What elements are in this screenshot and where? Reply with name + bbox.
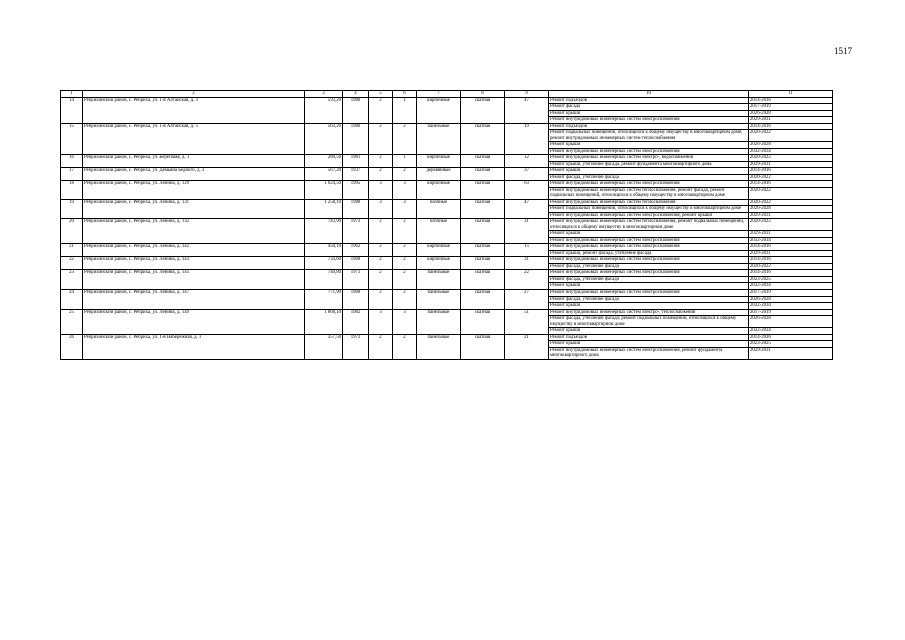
area-cell: 593,20 bbox=[305, 97, 343, 123]
work-type-cell: Ремонт подвальных помещений, относящихся к общему имуществу в многоквартирном доме bbox=[549, 206, 749, 213]
work-period-cell: 2014-2016 bbox=[749, 123, 833, 130]
work-period-cell: 2020-2022 bbox=[749, 263, 833, 270]
walls-cell: деревянные bbox=[417, 168, 461, 181]
walls-cell: кирпичные bbox=[417, 181, 461, 200]
work-period-cell: 2023-2025 bbox=[749, 276, 833, 283]
walls-cell: панельные bbox=[417, 289, 461, 309]
walls-cell: блочные bbox=[417, 219, 461, 244]
walls-cell: панельные bbox=[417, 334, 461, 359]
work-type-cell: Ремонт фасада bbox=[549, 104, 749, 111]
entrances-cell: 2 bbox=[393, 270, 417, 290]
floors-cell: 2 bbox=[369, 97, 393, 123]
roof-cell: скатная bbox=[461, 155, 505, 168]
page-number: 1517 bbox=[834, 46, 852, 56]
work-period-cell: 2026-2028 bbox=[749, 110, 833, 117]
work-type-cell: Ремонт подвальных помещений, относящихся к общему имуществу в многоквартирном доме; ремонт внутридомовых инженерных систем теплоснабжения bbox=[549, 130, 749, 142]
house-number-cell: 22 bbox=[61, 257, 83, 270]
entrances-cell: 2 bbox=[393, 334, 417, 359]
entrances-cell: 3 bbox=[393, 199, 417, 219]
address-cell: Ребрихинский район, с. Ребриха, ул. Ленина, д. 143 bbox=[83, 257, 305, 270]
work-period-cell: 2032-2034 bbox=[749, 283, 833, 290]
address-cell: Ребрихинский район, с. Ребриха, ул. Ленина, д. 131 bbox=[83, 199, 305, 219]
work-period-cell: 2026-2028 bbox=[749, 142, 833, 149]
year-cell: 1973 bbox=[343, 219, 369, 244]
roof-cell: скатная bbox=[461, 168, 505, 181]
house-number-cell: 21 bbox=[61, 244, 83, 257]
area-cell: 567,20 bbox=[305, 168, 343, 181]
work-period-cell: 2023-2025 bbox=[749, 341, 833, 348]
apartments-cell: 27 bbox=[505, 289, 549, 309]
roof-cell: скатная bbox=[461, 257, 505, 270]
apartments-cell: 63 bbox=[505, 181, 549, 200]
address-cell: Ребрихинский район, с. Ребриха, ул. 1-я Алтайская, д. 5 bbox=[83, 123, 305, 155]
column-header: 4 bbox=[343, 91, 369, 98]
work-type-cell: Ремонт крыши bbox=[549, 142, 749, 149]
work-period-cell: 2029-2031 bbox=[749, 231, 833, 238]
roof-cell: скатная bbox=[461, 97, 505, 123]
work-period-cell: 2020-2022 bbox=[749, 155, 833, 162]
entrances-cell: 2 bbox=[393, 289, 417, 309]
work-type-cell: Ремонт внутридомовых инженерных систем теплоснабжения, ремонт подвальных помещений, относящихся к общему имуществу в многоквартирном доме bbox=[549, 219, 749, 231]
address-cell: Ребрихинский район, с. Ребриха, ул. Ленина, д. 132 bbox=[83, 219, 305, 244]
work-type-cell: Ремонт внутридомовых инженерных систем электроснабжения bbox=[549, 237, 749, 244]
house-number-cell: 16 bbox=[61, 155, 83, 168]
work-period-cell: 2014-2016 bbox=[749, 334, 833, 341]
work-type-cell: Ремонт фасада, утепление фасада bbox=[549, 263, 749, 270]
work-type-cell: Ремонт фасада, утепление фасада bbox=[549, 276, 749, 283]
work-period-cell: 2020-2022 bbox=[749, 199, 833, 206]
work-type-cell: Ремонт фасада, утепление фасада bbox=[549, 296, 749, 303]
floors-cell: 2 bbox=[369, 257, 393, 270]
area-cell: 1 868,10 bbox=[305, 309, 343, 334]
floors-cell: 2 bbox=[369, 155, 393, 168]
house-number-cell: 26 bbox=[61, 334, 83, 359]
roof-cell: скатная bbox=[461, 123, 505, 155]
work-type-cell: Ремонт внутридомовых инженерных систем электроснабжения bbox=[549, 181, 749, 188]
entrances-cell: 2 bbox=[393, 123, 417, 155]
work-period-cell: 2014-2016 bbox=[749, 244, 833, 251]
work-type-cell: Ремонт внутридомовых инженерных систем электроснабжения bbox=[549, 257, 749, 264]
house-number-cell: 18 bbox=[61, 181, 83, 200]
roof-cell: скатная bbox=[461, 244, 505, 257]
work-period-cell: 2014-2016 bbox=[749, 97, 833, 104]
entrances-cell: 1 bbox=[393, 155, 417, 168]
work-type-cell: Ремонт внутридомовых инженерных систем теплоснабжения bbox=[549, 199, 749, 206]
entrances-cell: 2 bbox=[393, 257, 417, 270]
year-cell: 1980 bbox=[343, 97, 369, 123]
work-type-cell: Ремонт крыши bbox=[549, 341, 749, 348]
address-cell: Ребрихинский район, с. Ребриха, ул. Ленина, д. 129 bbox=[83, 181, 305, 200]
address-cell: Ребрихинский район, с. Ребриха, ул. Ленина, д. 145 bbox=[83, 270, 305, 290]
work-type-cell: Ремонт крыши bbox=[549, 283, 749, 290]
house-number-cell: 25 bbox=[61, 309, 83, 334]
apartments-cell: 31 bbox=[505, 219, 549, 244]
area-cell: 450,10 bbox=[305, 244, 343, 257]
column-header: 9 bbox=[505, 91, 549, 98]
address-cell: Ребрихинский район, с. Ребриха, ул. Ленина, д. 147 bbox=[83, 289, 305, 309]
work-period-cell: 2020-2022 bbox=[749, 219, 833, 231]
year-cell: 1971 bbox=[343, 270, 369, 290]
year-cell: 1968 bbox=[343, 289, 369, 309]
work-period-cell: 2032-2034 bbox=[749, 328, 833, 335]
year-cell: 1981 bbox=[343, 155, 369, 168]
work-period-cell: 2032-2034 bbox=[749, 303, 833, 310]
house-number-cell: 15 bbox=[61, 123, 83, 155]
floors-cell: 2 bbox=[369, 168, 393, 181]
work-period-cell: 2029-2031 bbox=[749, 347, 833, 359]
work-type-cell: Ремонт внутридомовых инженерных систем электро-, теплоснабжения bbox=[549, 309, 749, 316]
floors-cell: 2 bbox=[369, 244, 393, 257]
column-header: 7 bbox=[417, 91, 461, 98]
work-type-cell: Ремонт внутридомовых инженерных систем электроснабжения, ремонт фундамента многоквартирного дома bbox=[549, 347, 749, 359]
apartments-cell: 15 bbox=[505, 244, 549, 257]
work-type-cell: Ремонт фасада, утепление фасада; ремонт подвальных помещений, относящихся к общему имуществу в многоквартирном доме bbox=[549, 316, 749, 328]
work-type-cell: Ремонт внутридомовых инженерных систем электроснабжения bbox=[549, 270, 749, 277]
work-type-cell: Ремонт внутридомовых инженерных систем электроснабжения bbox=[549, 244, 749, 251]
work-type-cell: Ремонт крыши bbox=[549, 328, 749, 335]
work-type-cell: Ремонт крыши bbox=[549, 110, 749, 117]
work-type-cell: Ремонт крыши, утепление фасада, ремонт фундамента многоквартирного дома bbox=[549, 161, 749, 168]
floors-cell: 2 bbox=[369, 289, 393, 309]
work-period-cell: 2014-2016 bbox=[749, 270, 833, 277]
year-cell: 1937 bbox=[343, 168, 369, 181]
area-cell: 563,20 bbox=[305, 123, 343, 155]
floors-cell: 3 bbox=[369, 181, 393, 200]
area-cell: 357,50 bbox=[305, 334, 343, 359]
work-type-cell: Ремонт подъездов bbox=[549, 123, 749, 130]
house-number-cell: 20 bbox=[61, 219, 83, 244]
entrances-cell: 2 bbox=[393, 219, 417, 244]
work-type-cell: Ремонт внутридомовых инженерных систем теплоснабжения, ремонт фасада, ремонт подвальных помещений, относящихся к общему имуществу в многоквартирном доме bbox=[549, 187, 749, 199]
column-header: 10 bbox=[549, 91, 749, 98]
walls-cell: панельные bbox=[417, 123, 461, 155]
floors-cell: 2 bbox=[369, 123, 393, 155]
work-period-cell: 2026-2028 bbox=[749, 206, 833, 213]
work-period-cell: 2026-2028 bbox=[749, 316, 833, 328]
work-period-cell: 2026-2028 bbox=[749, 296, 833, 303]
house-number-cell: 24 bbox=[61, 289, 83, 309]
year-cell: 1982 bbox=[343, 309, 369, 334]
roof-cell: скатная bbox=[461, 309, 505, 334]
roof-cell: скатная bbox=[461, 219, 505, 244]
work-type-cell: Ремонт крыши bbox=[549, 168, 749, 175]
work-period-cell: 2029-2031 bbox=[749, 250, 833, 257]
work-period-cell: 2020-2022 bbox=[749, 130, 833, 142]
house-number-cell: 23 bbox=[61, 270, 83, 290]
address-cell: Ребрихинский район, с. Ребриха, ул. 1-я Набережная, д. 1 bbox=[83, 334, 305, 359]
work-period-cell: 2020-2022 bbox=[749, 174, 833, 181]
column-header: 2 bbox=[83, 91, 305, 98]
work-period-cell: 2014-2016 bbox=[749, 257, 833, 264]
roof-cell: скатная bbox=[461, 270, 505, 290]
work-period-cell: 2017-2019 bbox=[749, 309, 833, 316]
apartments-cell: 19 bbox=[505, 123, 549, 155]
floors-cell: 2 bbox=[369, 219, 393, 244]
floors-cell: 3 bbox=[369, 199, 393, 219]
entrances-cell: 2 bbox=[393, 244, 417, 257]
house-number-cell: 17 bbox=[61, 168, 83, 181]
work-period-cell: 2032-2034 bbox=[749, 237, 833, 244]
address-cell: Ребрихинский район, с. Ребриха, ул. Ленина, д. 142 bbox=[83, 244, 305, 257]
area-cell: 1 258,10 bbox=[305, 199, 343, 219]
year-cell: 1988 bbox=[343, 199, 369, 219]
address-cell: Ребрихинский район, с. Ребриха, ул. Демьяна Бедного, д. 3 bbox=[83, 168, 305, 181]
walls-cell: блочные bbox=[417, 199, 461, 219]
work-period-cell: 2029-2031 bbox=[749, 117, 833, 124]
area-cell: 280,50 bbox=[305, 155, 343, 168]
roof-cell: скатная bbox=[461, 181, 505, 200]
floors-cell: 2 bbox=[369, 334, 393, 359]
work-period-cell: 2032-2034 bbox=[749, 148, 833, 155]
address-cell: Ребрихинский район, с. Ребриха, ул. Ленина, д. 149 bbox=[83, 309, 305, 334]
column-header: 1 bbox=[61, 91, 83, 98]
work-type-cell: Ремонт внутридомовых инженерных систем электроснабжения bbox=[549, 148, 749, 155]
repair-schedule-table bbox=[60, 90, 833, 360]
roof-cell: скатная bbox=[461, 334, 505, 359]
work-type-cell: Ремонт крыши bbox=[549, 303, 749, 310]
work-type-cell: Ремонт внутридомовых инженерных систем электро-, водоснабжения bbox=[549, 155, 749, 162]
floors-cell: 3 bbox=[369, 309, 393, 334]
entrances-cell: 3 bbox=[393, 309, 417, 334]
work-type-cell: Ремонт внутридомовых инженерных систем электроснабжения bbox=[549, 117, 749, 124]
column-header: 6 bbox=[393, 91, 417, 98]
address-cell: Ребрихинский район, с. Ребриха, ул. 1-я Алтайская, д. 3 bbox=[83, 97, 305, 123]
house-row bbox=[61, 219, 833, 231]
year-cell: 1968 bbox=[343, 257, 369, 270]
work-type-cell: Ремонт внутридомовых инженерных систем электроснабжения, ремонт крыши bbox=[549, 212, 749, 219]
work-type-cell: Ремонт внутридомовых инженерных систем электроснабжения bbox=[549, 289, 749, 296]
year-cell: 1972 bbox=[343, 334, 369, 359]
apartments-cell: 21 bbox=[505, 334, 549, 359]
entrances-cell: 2 bbox=[393, 168, 417, 181]
work-type-cell: Ремонт подъездов bbox=[549, 334, 749, 341]
work-type-cell: Ремонт подъездов bbox=[549, 97, 749, 104]
area-cell: 771,90 bbox=[305, 289, 343, 309]
year-cell: 1980 bbox=[343, 123, 369, 155]
work-type-cell: Ремонт фасада, утепление фасада bbox=[549, 174, 749, 181]
work-type-cell: Ремонт крыши, ремонт фасада, утепление фасада bbox=[549, 250, 749, 257]
walls-cell: панельные bbox=[417, 270, 461, 290]
apartments-cell: 31 bbox=[505, 257, 549, 270]
walls-cell: кирпичные bbox=[417, 155, 461, 168]
roof-cell: скатная bbox=[461, 289, 505, 309]
walls-cell: кирпичные bbox=[417, 97, 461, 123]
apartments-cell: 22 bbox=[505, 270, 549, 290]
work-period-cell: 2014-2016 bbox=[749, 168, 833, 175]
entrances-cell: 1 bbox=[393, 97, 417, 123]
column-header: 3 bbox=[305, 91, 343, 98]
column-header: 8 bbox=[461, 91, 505, 98]
walls-cell: кирпичные bbox=[417, 257, 461, 270]
house-number-cell: 14 bbox=[61, 97, 83, 123]
work-type-cell: Ремонт крыши bbox=[549, 231, 749, 238]
area-cell: 734,60 bbox=[305, 257, 343, 270]
work-period-cell: 2017-2019 bbox=[749, 289, 833, 296]
column-header: 5 bbox=[369, 91, 393, 98]
walls-cell: панельные bbox=[417, 309, 461, 334]
area-cell: 743,90 bbox=[305, 219, 343, 244]
apartments-cell: 47 bbox=[505, 199, 549, 219]
work-period-cell: 2017-2019 bbox=[749, 104, 833, 111]
area-cell: 1 624,50 bbox=[305, 181, 343, 200]
area-cell: 740,80 bbox=[305, 270, 343, 290]
roof-cell: скатная bbox=[461, 199, 505, 219]
apartments-cell: 51 bbox=[505, 309, 549, 334]
work-period-cell: 2029-2031 bbox=[749, 212, 833, 219]
year-cell: 1995 bbox=[343, 181, 369, 200]
year-cell: 1962 bbox=[343, 244, 369, 257]
column-header: 11 bbox=[749, 91, 833, 98]
entrances-cell: 3 bbox=[393, 181, 417, 200]
work-period-cell: 2014-2016 bbox=[749, 181, 833, 188]
apartments-cell: 37 bbox=[505, 168, 549, 181]
floors-cell: 2 bbox=[369, 270, 393, 290]
work-period-cell: 2020-2022 bbox=[749, 187, 833, 199]
house-number-cell: 19 bbox=[61, 199, 83, 219]
work-period-cell: 2029-2031 bbox=[749, 161, 833, 168]
walls-cell: кирпичные bbox=[417, 244, 461, 257]
apartments-cell: 47 bbox=[505, 97, 549, 123]
apartments-cell: 12 bbox=[505, 155, 549, 168]
address-cell: Ребрихинский район, с. Ребриха, ул. Береговая, д. 1 bbox=[83, 155, 305, 168]
